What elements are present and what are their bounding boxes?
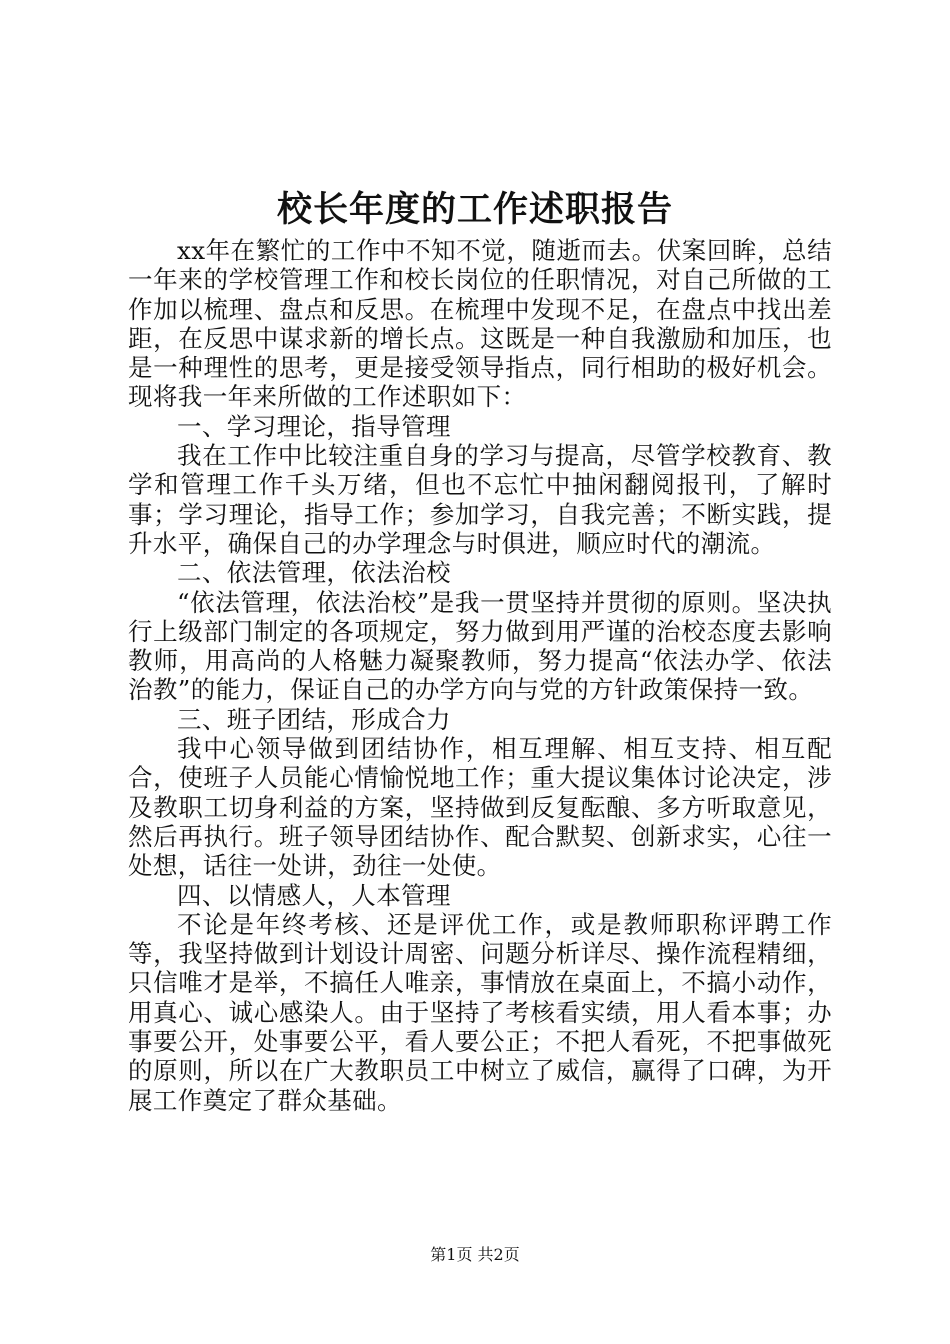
document-title: 校长年度的工作述职报告 bbox=[276, 189, 673, 230]
paragraph-section-3: 我中心领导做到团结协作，相互理解、相互支持、相互配合，使班子人员能心情愉悦地工作；重大提议集体讨论决定，涉及教职工切身利益的方案，坚持做到反复酝酿、多方听取意见，然后再执行。班子领导团结协作、配合默契、创新求实，心往一处想，话往一处讲，劲往一处使。 bbox=[128, 734, 832, 881]
section-heading-4: 四、以情感人，人本管理 bbox=[177, 880, 451, 910]
paragraph-intro: xx年在繁忙的工作中不知不觉，随逝而去。伏案回眸，总结一年来的学校管理工作和校长岗位的任职情况，对自己所做的工作加以梳理、盘点和反思。在梳理中发现不足，在盘点中找出差距，在反思中谋求新的增长点。这既是一种自我激励和加压，也是一种理性的思考，更是接受领导指点，同行相助的极好机会。现将我一年来所做的工作述职如下： bbox=[128, 236, 832, 412]
section-heading-3: 三、班子团结，形成合力 bbox=[177, 704, 451, 734]
section-heading-2: 二、依法管理，依法治校 bbox=[177, 558, 451, 588]
paragraph-section-1: 我在工作中比较注重自身的学习与提高，尽管学校教育、教学和管理工作千头万绪，但也不忘忙中抽闲翻阅报刊，了解时事；学习理论，指导工作；参加学习，自我完善；不断实践，提升水平，确保自己的办学理念与时俱进，顺应时代的潮流。 bbox=[128, 441, 832, 558]
document-body bbox=[128, 236, 832, 1115]
section-heading-1: 一、学习理论，指导管理 bbox=[177, 411, 451, 441]
page-number-footer: 第1页 共2页 bbox=[430, 1245, 520, 1264]
paragraph-section-2: “依法管理，依法治校”是我一贯坚持并贯彻的原则。坚决执行上级部门制定的各项规定，努力做到用严谨的治校态度去影响教师，用高尚的人格魅力凝聚教师，努力提高“依法办学、依法治教”的能力，保证自己的办学方向与党的方针政策保持一致。 bbox=[128, 587, 832, 705]
paragraph-section-4: 不论是年终考核、还是评优工作，或是教师职称评聘工作等，我坚持做到计划设计周密、问题分析详尽、操作流程精细，只信唯才是举，不搞任人唯亲，事情放在桌面上，不搞小动作，用真心、诚心感染人。由于坚持了考核看实绩，用人看本事；办事要公开，处事要公平，看人要公正；不把人看死，不把事做死的原则，所以在广大教职员工中树立了威信，赢得了口碑，为开展工作奠定了群众基础。 bbox=[128, 909, 832, 1115]
